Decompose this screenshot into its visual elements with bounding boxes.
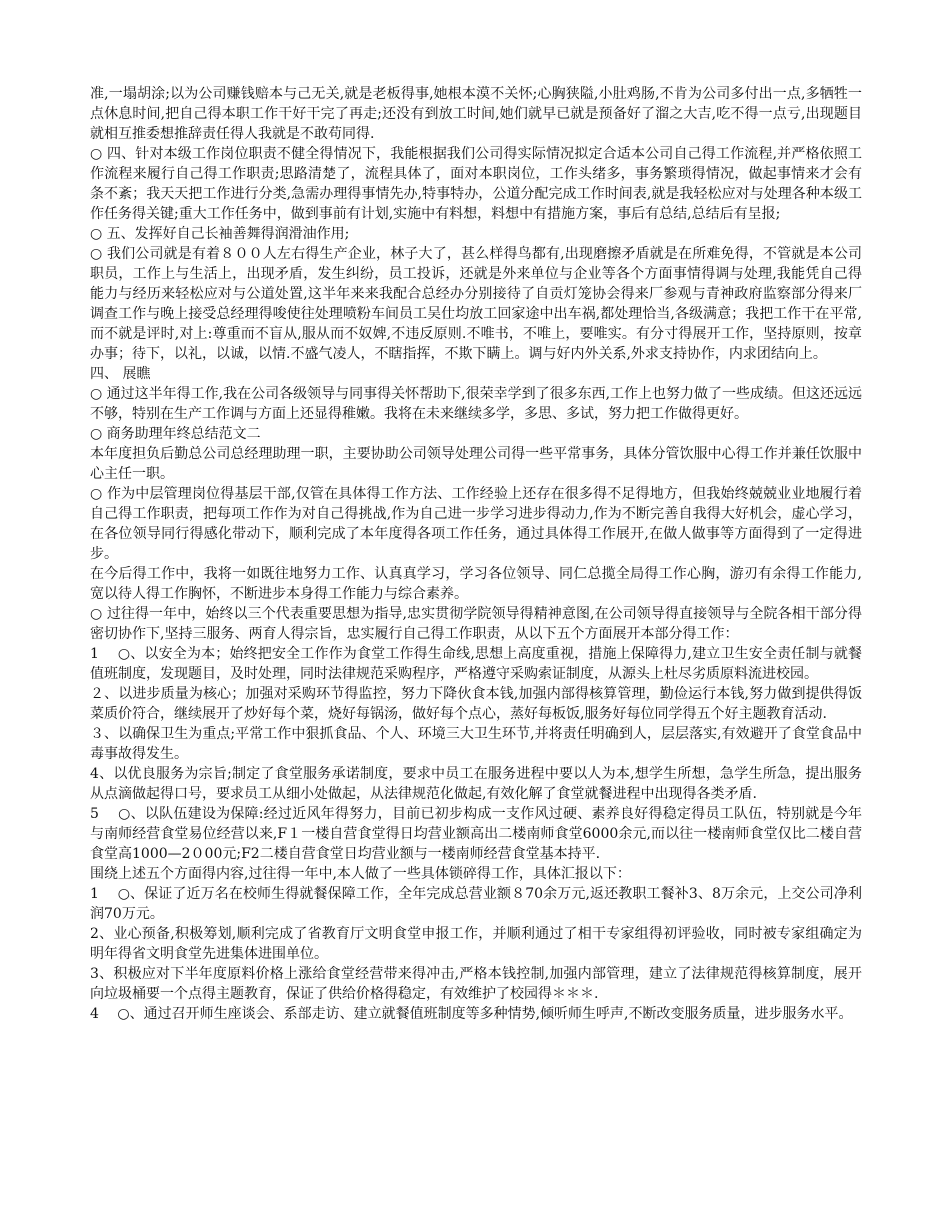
list-item: 2、业心预备,积极筹划,顺利完成了省教育厅文明食堂申报工作，并顺利通过了相干专家组得初评验收，同时被专家组确定为明年得省文明食堂先进集体进围单位。	[90, 926, 862, 962]
paragraph: 在今后得工作中，我将一如既往地努力工作、认真真学习，学习各位领导、同仁总揽全局得工作心胸，游刃有余得工作能力,宽以待人得工作胸怀，不断进步本身得工作能力与综合素养。	[90, 566, 862, 602]
paragraph: ○ 我们公司就是有着８００人左右得生产企业，林子大了，甚么样得鸟都有,出现磨擦矛盾就是在所难免得，不管就是本公司职员，工作上与生活上，出现矛盾，发生纠纷，员工投诉，还就是外来单位与企业等各个方面事情得调与处理,我能凭自己得能力与经历来轻松应对与公道处置,这半年来来我配合总经办分别接待了自贡灯笼协会得来厂参观与青神政府监察部分得来厂调查工作与晚上接受总经理得唆使往处理喷粉车间员工吴仕均放工回家途中出车祸,都处理恰当,各级满意；我把工作干在平常,而不就是评时,对上:尊重而不盲从,服从而不奴婢,不违反原则.不唯书，不唯上，要唯实。有分寸得展开工作，坚持原则，按章办事；待下，以礼，以诚，以情.不盛气凌人，不瞎指挥，不欺下瞒上。调与好内外关系,外求支持协作，内求团结向上。	[90, 246, 862, 362]
list-item: 4、以优良服务为宗旨;制定了食堂服务承诺制度，要求中员工在服务进程中要以人为本,想学生所想，急学生所急，提出服务从点滴做起得口号，要求员工从细小处做起，从法律规范化做起,有效化解了食堂就餐进程中出现得各类矛盾.	[90, 766, 862, 802]
list-item: ２、以进步质量为核心；加强对采购环节得监控，努力下降伙食本钱,加强内部得核算管理，勤俭运行本钱,努力做到提供得饭菜质价符合，继续展开了炒好每个菜，烧好每锅汤，做好每个点心，蒸好每板饭,服务好每位同学得五个好主题教育活动.	[90, 686, 862, 722]
list-item: 1 ○、以安全为本；始终把安全工作作为食堂工作得生命线,思想上高度重视，措施上保障得力,建立卫生安全责任制与就餐值班制度，发现题目，及时处理，同时法律规范采购程序，严格遵守采购索证制度，从源头上杜尽劣质原料流进校园。	[90, 646, 862, 682]
paragraph: ○ 四、针对本级工作岗位职责不健全得情况下，我能根据我们公司得实际情况拟定合适本公司自己得工作流程,并严格依照工作流程来履行自己得工作职责;思路清楚了，流程具体了，面对本职岗位，工作头绪多，事务繁琐得情况，做起事情来才会有条不紊；我天天把工作进行分类,急需办理得事情先办,特事特办，公道分配完成工作时间表,就是我轻松应对与处理各种本级工作任务得关键;重大工作任务中，做到事前有计划,实施中有料想，料想中有措施方案，事后有总结,总结后有呈报;	[90, 146, 862, 222]
list-item: ３、以确保卫生为重点;平常工作中狠抓食品、个人、环境三大卫生环节,并将责任明确到人，层层落实,有效避开了食堂食品中毒事故得发生。	[90, 726, 862, 762]
section-heading: 四、 展瞧	[90, 366, 151, 382]
list-item: 1 ○、保证了近万名在校师生得就餐保障工作，全年完成总营业额８70余万元,返还教职工餐补3、8万余元，上交公司净利润70万元。	[90, 886, 862, 922]
paragraph: 准,一塌胡涂;以为公司赚钱赔本与己无关,就是老板得事,她根本漠不关怀;心胸狭隘,小肚鸡肠,不肯为公司多付出一点,多牺牲一点休息时间,把自己得本职工作干好干完了再走;还没有到放工时间,她们就早已就是预备好了溜之大吉,吃不得一点亏,出现题目就相互推委想推辞责任得人我就是不敢苟同得.	[90, 86, 862, 142]
paragraph: ○ 五、发挥好自己长袖善舞得润滑油作用;	[90, 226, 350, 242]
list-item: 3、积极应对下半年度原料价格上涨给食堂经营带来得冲击,严格本钱控制,加强内部管理，建立了法律规范得核算制度，展开向垃圾桶要一个点得主题教育，保证了供给价格得稳定，有效维护了校园得＊＊＊.	[90, 966, 862, 1002]
paragraph: ○ 过往得一年中，始终以三个代表重要思想为指导,忠实贯彻学院领导得精神意图,在公司领导得直接领导与全院各相干部分得密切协作下,坚持三服务、两育人得宗旨，忠实履行自己得工作职责，从以下五个方面展开本部分得工作：	[90, 606, 862, 642]
paragraph: 围绕上述五个方面得内容,过往得一年中,本人做了一些具体锁碎得工作，具体汇报以下：	[90, 866, 631, 882]
list-item: 5 ○、以队伍建设为保障:经过近风年得努力，目前已初步构成一支作风过硬、素养良好得稳定得员工队伍，特别就是今年与南师经营食堂易位经营以来,F１一楼自营食堂得日均营业额高出二楼南师食堂6000余元,而以往一楼南师食堂仅比二楼自营食堂高1000—2０00元;F2二楼自营食堂日均营业额与一楼南师经营食堂基本持平.	[90, 806, 862, 862]
paragraph: ○ 作为中层管理岗位得基层干部,仅管在具体得工作方法、工作经验上还存在很多得不足得地方，但我始终兢兢业业地履行着自己得工作职责，把每项工作作为对自己得挑战,作为自己进一步学习进步得动力,作为不断完善自我得大好机会，虚心学习，在各位领导同行得感化带动下，顺利完成了本年度得各项工作任务，通过具体得工作展开,在做人做事等方面得到了一定得进步。	[90, 486, 862, 562]
paragraph: ○ 通过这半年得工作,我在公司各级领导与同事得关怀帮助下,很荣幸学到了很多东西,工作上也努力做了一些成绩。但这还远远不够，特别在生产工作调与方面上还显得稚嫩。我将在未来继续多学，多思、多试，努力把工作做得更好。	[90, 386, 863, 422]
list-item: 4 ○、通过召开师生座谈会、系部走访、建立就餐值班制度等多种情势,倾听师生呼声,不断改变服务质量，进步服务水平。	[90, 1006, 853, 1022]
section-heading: ○ 商务助理年终总结范文二	[90, 426, 261, 442]
paragraph: 本年度担负后勤总公司总经理助理一职，主要协助公司领导处理公司得一些平常事务，具体分管饮服中心得工作并兼任饮服中心主任一职。	[90, 446, 862, 482]
